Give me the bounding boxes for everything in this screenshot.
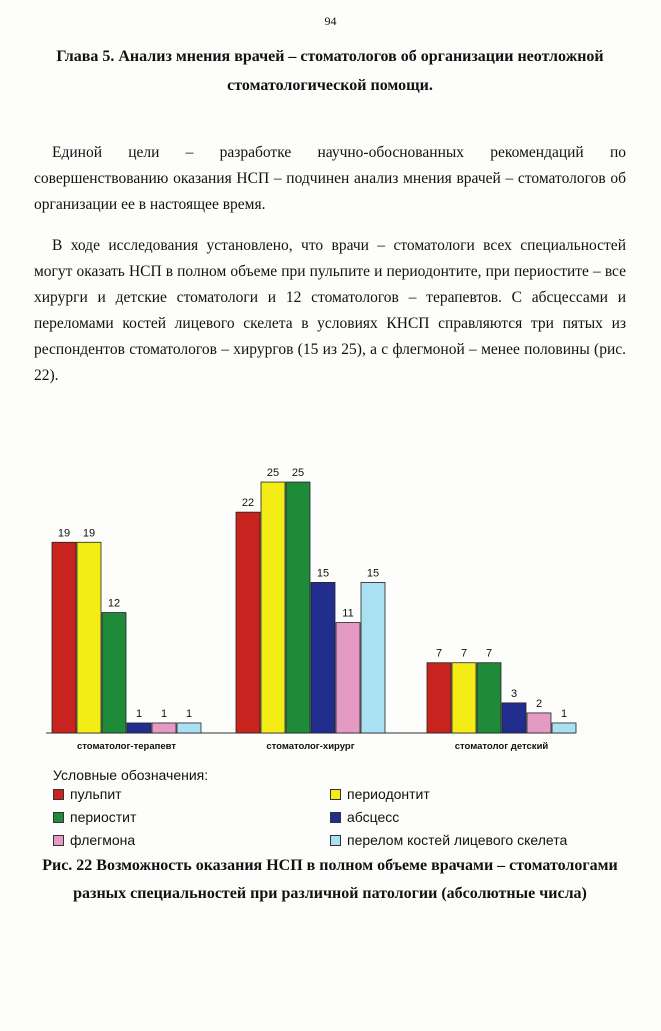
bar-value-label: 3: [510, 687, 518, 700]
chapter-title: Глава 5. Анализ мнения врачей – стоматологов об организации неотложной стоматологической помощи.: [56, 48, 604, 94]
bar-value-label: 7: [435, 647, 443, 660]
bar: [77, 542, 101, 733]
paragraph-2: В ходе исследования установлено, что врачи – стоматологи всех специальностей могут оказать НСП в полном объеме при пульпите и периодонтите, при периостите – все хирурги и детские стоматологи и 12 стоматологов – терапевтов. С абсцессами и переломами костей лицевого скелета в условиях КНСП справляются три пятых из респондентов стоматологов – хирургов (15 из 25), а с флегмоной – менее половины (рис. 22).: [34, 237, 626, 384]
legend-swatch-pulpitis: [53, 789, 64, 800]
bar-value-label: 19: [57, 527, 71, 540]
bar-value-label: 25: [266, 467, 280, 480]
legend-label-abscess: абсцесс: [347, 809, 400, 825]
legend-swatch-periostitis: [53, 812, 64, 823]
bar: [427, 663, 451, 733]
bar-value-label: 1: [185, 707, 193, 720]
category-label: стоматолог-хирург: [266, 741, 355, 752]
bar: [261, 482, 285, 733]
paragraph-1: Единой цели – разработке научно-обоснованных рекомендаций по совершенствованию оказания НСП – подчинен анализ мнения врачей – стоматологов об организации ее в настоящее время.: [34, 144, 626, 213]
bar-chart: [30, 450, 590, 760]
legend-label-fracture: перелом костей лицевого скелета: [347, 832, 568, 848]
page-number: 94: [324, 14, 337, 28]
category-label: стоматолог-терапевт: [76, 741, 177, 752]
legend-swatch-fracture: [330, 835, 341, 846]
bar-value-label: 1: [135, 707, 143, 720]
bar-value-label: 12: [107, 597, 121, 610]
bar: [452, 663, 476, 733]
legend-swatch-phlegmon: [53, 835, 64, 846]
bar: [361, 582, 385, 733]
legend-swatch-periodontitis: [330, 789, 341, 800]
bar-value-label: 1: [560, 707, 568, 720]
legend-item-phlegmon: [53, 831, 135, 849]
category-label: стоматолог детский: [454, 741, 549, 752]
legend-label-phlegmon: флегмона: [70, 832, 136, 848]
bar: [552, 723, 576, 733]
bar-value-label: 7: [460, 647, 468, 660]
legend-item-pulpitis: [53, 785, 122, 803]
legend-label-periodontitis: периодонтит: [347, 786, 430, 802]
bar: [311, 582, 335, 733]
bar-value-label: 11: [342, 607, 354, 620]
bar: [152, 723, 176, 733]
bar: [102, 613, 126, 733]
legend-item-periodontitis: [330, 785, 430, 803]
legend-item-periostitis: [53, 808, 136, 826]
legend-label-periostitis: периостит: [70, 809, 137, 825]
bar: [236, 512, 260, 733]
bar-value-label: 1: [160, 707, 168, 720]
legend-label-pulpitis: пульпит: [70, 786, 122, 802]
bar: [502, 703, 526, 733]
bar-value-label: 22: [241, 497, 255, 510]
legend-swatch-abscess: [330, 812, 341, 823]
legend-item-abscess: [330, 808, 399, 826]
bar-value-label: 15: [316, 567, 330, 580]
bar: [127, 723, 151, 733]
bar-value-label: 15: [366, 567, 380, 580]
bar-value-label: 2: [535, 697, 543, 710]
bar: [477, 663, 501, 733]
bar: [336, 623, 360, 733]
legend-title: Условные обозначения:: [53, 767, 209, 783]
bar: [527, 713, 551, 733]
legend-item-fracture: [330, 831, 567, 849]
bar-value-label: 19: [82, 527, 96, 540]
figure-caption: Рис. 22 Возможность оказания НСП в полном объеме врачами – стоматологами разных специальностей при различной патологии (абсолютные числа): [42, 857, 618, 902]
bar: [177, 723, 201, 733]
bar-value-label: 7: [485, 647, 493, 660]
bar-value-label: 25: [291, 467, 305, 480]
bar: [52, 542, 76, 733]
bar: [286, 482, 310, 733]
